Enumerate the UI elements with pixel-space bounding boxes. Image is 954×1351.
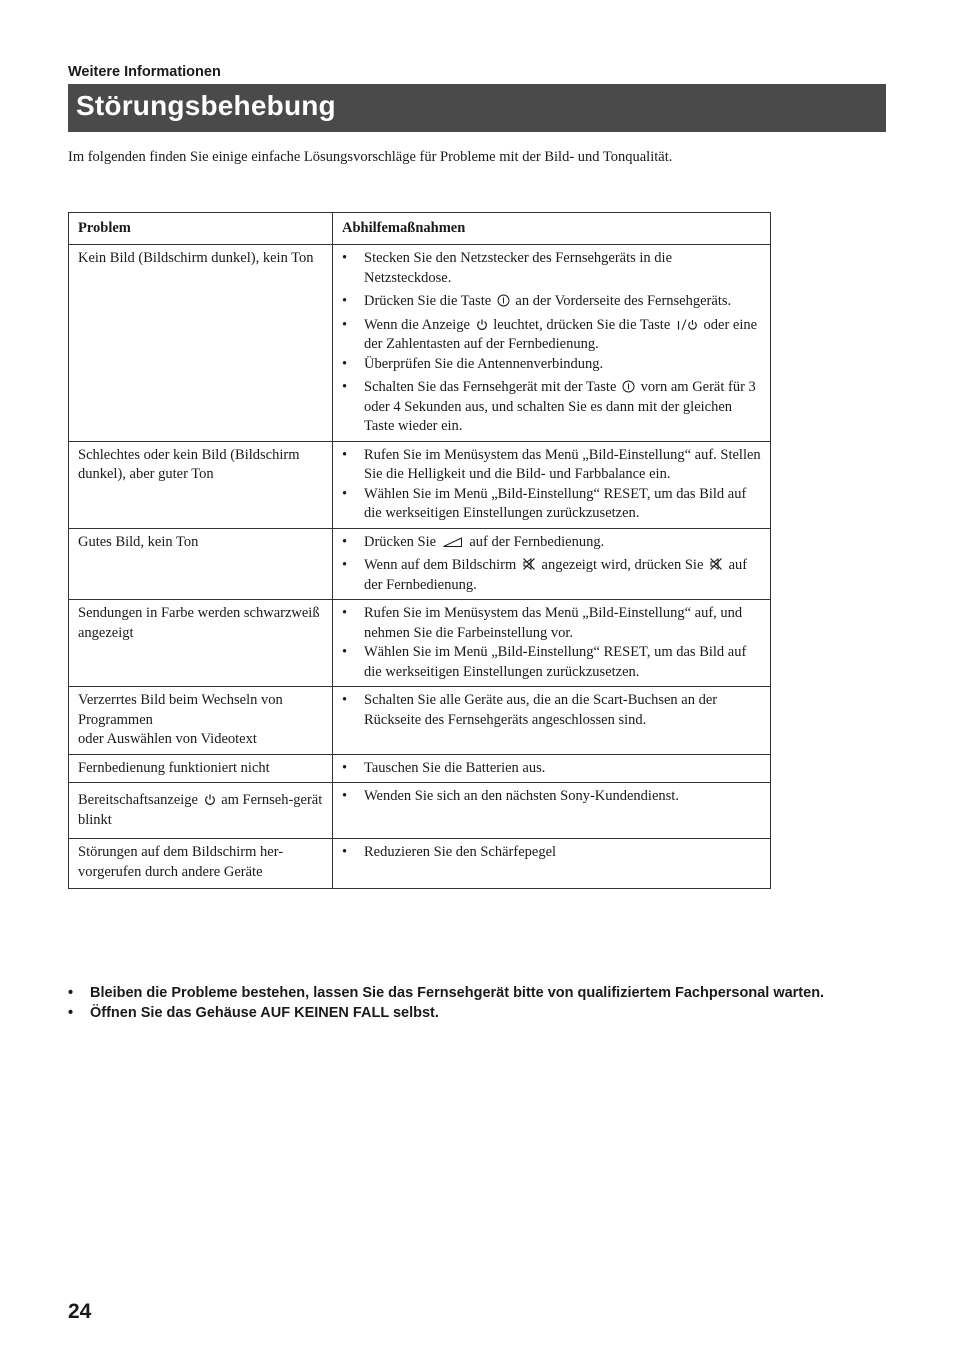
column-header-solutions: Abhilfemaßnahmen: [333, 213, 771, 245]
table-row: [69, 754, 771, 783]
solution-item: • Drücken Sie die Taste an der Vorderseite des Fernsehgeräts.: [342, 292, 761, 312]
solution-item: • Überprüfen Sie die Antennenverbindung.: [342, 355, 761, 375]
solution-item: • Schalten Sie das Fernsehgerät mit der Taste vorn am Gerät für 3 oder 4 Sekunden aus, und schalten Sie es dann mit der gleichen Taste wieder ein.: [342, 378, 761, 437]
mute-icon: [522, 557, 536, 571]
solution-item: • Rufen Sie im Menüsystem das Menü „Bild-Einstellung“ auf. Stellen Sie die Helligkeit und die Bild- und Farbbalance ein.: [342, 446, 761, 485]
problem-cell: Gutes Bild, kein Ton: [69, 528, 333, 600]
problem-cell: Fernbedienung funktioniert nicht: [69, 754, 333, 783]
tv-standby-button-icon: [676, 318, 698, 331]
standby-indicator-icon: [476, 318, 488, 331]
page-title: Störungsbehebung: [76, 90, 336, 121]
table-row: [69, 441, 771, 528]
solutions-cell: [333, 754, 771, 783]
table-row: [69, 600, 771, 687]
volume-plus-icon: [442, 536, 464, 548]
solution-item: • Tauschen Sie die Batterien aus.: [342, 759, 761, 779]
problem-cell: Schlechtes oder kein Bild (Bildschirm dunkel), aber guter Ton: [69, 441, 333, 528]
problem-cell: Sendungen in Farbe werden schwarzweiß angezeigt: [69, 600, 333, 687]
notes-list: [68, 984, 858, 1023]
table-row: [69, 245, 771, 442]
solutions-cell: [333, 783, 771, 839]
note-item: • Öffnen Sie das Gehäuse AUF KEINEN FALL selbst.: [68, 1004, 858, 1023]
mute-icon: [709, 557, 723, 571]
problem-cell: Bereitschaftsanzeige am Fernseh-gerät blinkt: [69, 783, 333, 839]
solution-item: • Wenden Sie sich an den nächsten Sony-Kundendienst.: [342, 787, 761, 807]
solutions-cell: [333, 687, 771, 755]
solution-item: • Wählen Sie im Menü „Bild-Einstellung“ RESET, um das Bild auf die werkseitigen Einstellungen zurückzusetzen.: [342, 643, 761, 682]
solutions-cell: [333, 441, 771, 528]
solution-item: • Reduzieren Sie den Schärfepegel: [342, 843, 761, 863]
solution-item: • Drücken Sie auf der Fernbedienung.: [342, 533, 761, 553]
intro-text: Im folgenden finden Sie einige einfache Lösungsvorschläge für Probleme mit der Bild- und Tonqualität.: [68, 149, 673, 165]
solution-item: • Stecken Sie den Netzstecker des Fernsehgeräts in die Netzsteckdose.: [342, 249, 761, 288]
page-number: 24: [68, 1300, 92, 1323]
solutions-cell: [333, 839, 771, 889]
problem-cell: Störungen auf dem Bildschirm her-vorgerufen durch andere Geräte: [69, 839, 333, 889]
problem-cell: Verzerrtes Bild beim Wechseln von Programmen oder Auswählen von Videotext: [69, 687, 333, 755]
table-row: [69, 687, 771, 755]
table-row: [69, 783, 771, 839]
solution-item: • Rufen Sie im Menüsystem das Menü „Bild-Einstellung“ auf, und nehmen Sie die Farbeinstellung vor.: [342, 604, 761, 643]
table-row: [69, 839, 771, 889]
solutions-cell: [333, 600, 771, 687]
main-power-button-icon: [497, 294, 510, 307]
title-bar: [68, 84, 886, 132]
table-header-row: [69, 213, 771, 245]
problem-cell: Kein Bild (Bildschirm dunkel), kein Ton: [69, 245, 333, 442]
solution-item: • Schalten Sie alle Geräte aus, die an die Scart-Buchsen an der Rückseite des Fernsehgeräts angeschlossen sind.: [342, 691, 761, 730]
main-power-button-icon: [622, 380, 635, 393]
solutions-cell: [333, 245, 771, 442]
solution-item: • Wenn auf dem Bildschirm angezeigt wird, drücken Sie auf der Fernbedienung.: [342, 556, 761, 595]
column-header-problem: Problem: [69, 213, 333, 245]
standby-indicator-icon: [204, 793, 216, 806]
note-item: • Bleiben die Probleme bestehen, lassen Sie das Fernsehgerät bitte von qualifiziertem Fachpersonal warten.: [68, 984, 858, 1003]
solution-item: • Wählen Sie im Menü „Bild-Einstellung“ RESET, um das Bild auf die werkseitigen Einstellungen zurückzusetzen.: [342, 485, 761, 524]
troubleshooting-table: [68, 212, 771, 889]
table-row: [69, 528, 771, 600]
solutions-cell: [333, 528, 771, 600]
solution-item: • Wenn die Anzeige leuchtet, drücken Sie die Taste oder eine der Zahlentasten auf der Fernbedienung.: [342, 316, 761, 355]
section-label: Weitere Informationen: [68, 64, 221, 80]
